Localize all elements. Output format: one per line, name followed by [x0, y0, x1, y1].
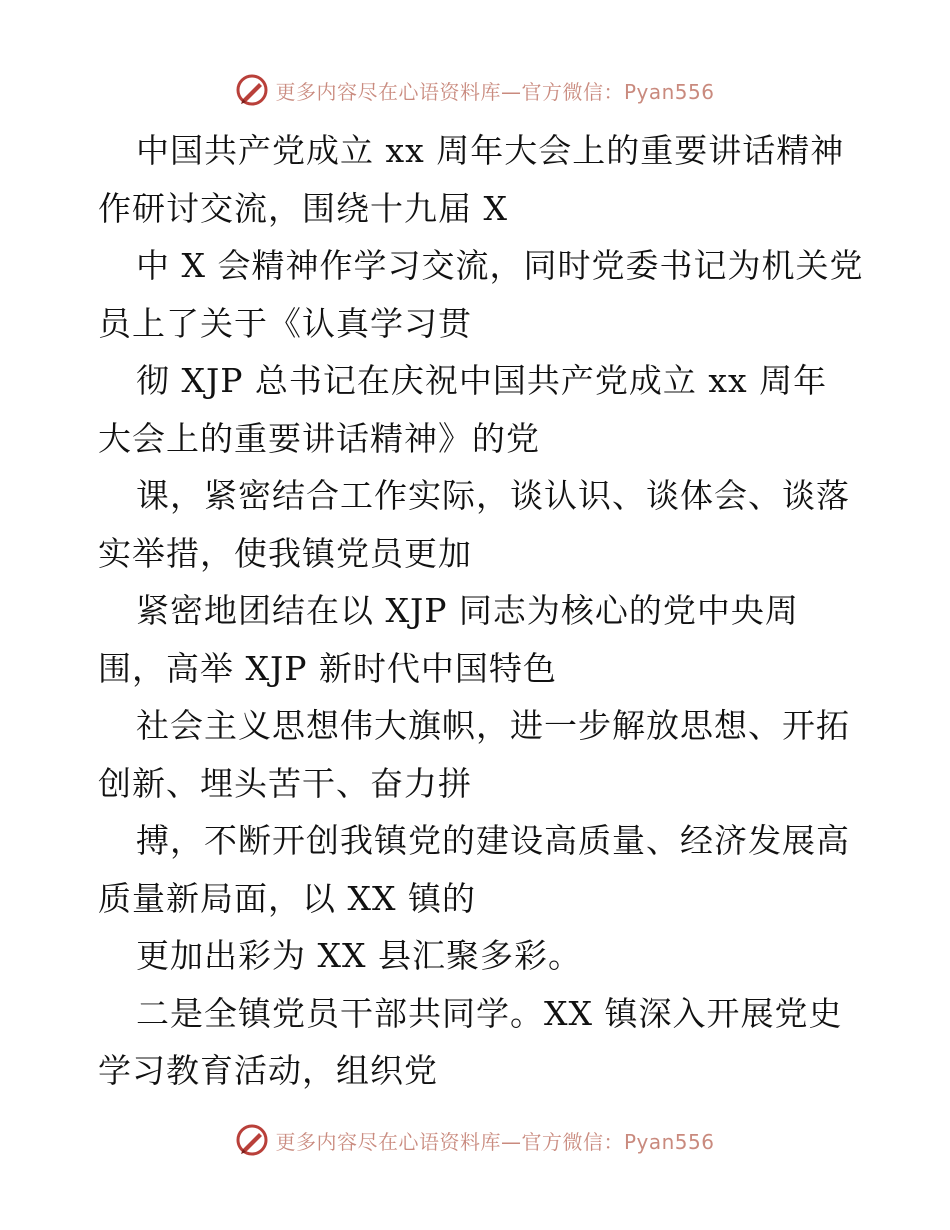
- text-line: 大会上的重要讲话精神》的党: [98, 418, 540, 458]
- text-line: 二是全镇党员干部共同学。XX 镇深入开展党史: [136, 993, 843, 1033]
- text-line: 作研讨交流，围绕十九届 X: [98, 188, 508, 228]
- watermark-text: 更多内容尽在心语资料库—官方微信：Pyan556: [275, 1129, 715, 1154]
- pen-logo-icon: [235, 1123, 269, 1157]
- text-line: 紧密地团结在以 XJP 同志为核心的党中央周: [136, 591, 799, 630]
- text-line: 实举措，使我镇党员更加: [98, 533, 472, 573]
- text-line: 彻 XJP 总书记在庆祝中国共产党成立 xx 周年: [136, 361, 828, 400]
- watermark-text: 更多内容尽在心语资料库—官方微信：Pyan556: [275, 79, 715, 104]
- text-line: 中国共产党成立 xx 周年大会上的重要讲话精神: [136, 131, 845, 170]
- document-body: [98, 122, 878, 1100]
- text-line: 社会主义思想伟大旗帜，进一步解放思想、开拓: [136, 706, 850, 745]
- header-watermark: [0, 70, 950, 110]
- text-line: 课，紧密结合工作实际，谈认识、谈体会、谈落: [136, 476, 850, 515]
- text-line: 更加出彩为 XX 县汇聚多彩。: [136, 936, 582, 975]
- pen-logo-icon: [235, 73, 269, 107]
- text-line: 学习教育活动，组织党: [98, 1051, 438, 1090]
- text-line: 创新、埋头苦干、奋力拼: [98, 763, 472, 803]
- text-line: 围，高举 XJP 新时代中国特色: [98, 648, 557, 688]
- text-line: 搏，不断开创我镇党的建设高质量、经济发展高: [136, 821, 850, 860]
- text-line: 员上了关于《认真学习贯: [98, 303, 472, 343]
- footer-watermark: [0, 1120, 950, 1160]
- text-line: 中 X 会精神作学习交流，同时党委书记为机关党: [136, 246, 864, 285]
- text-line: 质量新局面，以 XX 镇的: [98, 878, 476, 918]
